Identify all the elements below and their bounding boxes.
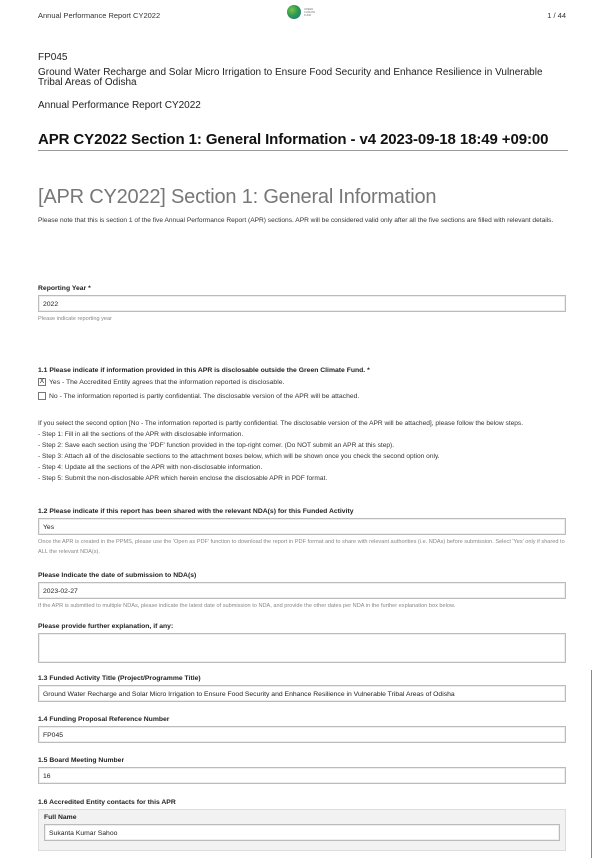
explanation-textarea[interactable] [38,633,566,663]
explanation-label: Please provide further explanation, if any: [38,623,174,630]
activity-title-input[interactable]: Ground Water Recharge and Solar Micro Irrigation to Ensure Food Security and Enhance Resilience in Vulnerable Tribal Areas of Odisha [38,685,566,702]
steps-intro: If you select the second option [No - The information reported is partly confidential. The disclosable version of the APR will be attached], please follow the below steps. [38,420,524,427]
project-title: Ground Water Recharge and Solar Micro Irrigation to Ensure Food Security and Enhance Resilience in Vulnerable Tribal Areas of Odisha [38,67,543,88]
full-name-input[interactable]: Sukanta Kumar Sahoo [44,824,560,841]
checkbox-checked[interactable]: X [39,378,45,385]
nda-shared-label: 1.2 Please indicate if this report has been shared with the relevant NDA(s) for this Funded Activity [38,508,354,515]
full-name-label: Full Name [44,814,77,821]
page-indicator: 1 / 44 [547,11,566,20]
header-report-title: Annual Performance Report CY2022 [38,11,161,20]
board-meeting-label: 1.5 Board Meeting Number [38,757,125,764]
fp-code: FP045 [38,52,68,63]
reporting-year-input[interactable]: 2022 [38,295,566,312]
disclosure-option-yes[interactable] [38,376,566,388]
explanation-field [38,623,566,663]
nda-date-hint: If the APR is submitted to multiple NDAs, please indicate the latest date of submission to NDA, and provide the other dates per NDA in the further explanation box below. [38,603,456,609]
contacts-label: 1.6 Accredited Entity contacts for this APR [38,799,176,806]
fp-reference-input[interactable]: FP045 [38,726,566,743]
page-edge-rule [591,670,592,858]
nda-date-field [38,572,566,612]
step-item: - Step 4: Update all the sections of the APR with non-disclosable information. [38,464,263,471]
gcf-logo [287,5,318,19]
disclosure-option-no[interactable] [38,390,566,402]
disclosure-field [38,367,566,402]
fp-reference-label: 1.4 Funding Proposal Reference Number [38,716,170,723]
checkbox-unchecked[interactable] [38,392,46,400]
step-item: - Step 2: Save each section using the 'PDF' function provided in the top-right corner. (Do NOT submit an APR at this step). [38,442,395,449]
logo-text: GREEN CLIMATE FUND [304,7,316,17]
reporting-year-label: Reporting Year * [38,285,91,292]
disclosure-label: 1.1 Please indicate if information provided in this APR is disclosable outside the Green Climate Fund. * [38,367,370,374]
reporting-year-field [38,285,566,325]
version-title: APR CY2022 Section 1: General Information - v4 2023-09-18 18:49 +09:00 [38,131,568,151]
step-item: - Step 1: Fill in all the sections of the APR with disclosable information. [38,431,244,438]
document-meta [38,52,568,111]
globe-logo-icon [287,5,301,19]
disclosure-option-no-label: No - The information reported is partly confidential. The disclosable version of the APR will be attached. [49,392,360,400]
page-header [0,0,604,32]
disclosure-steps [38,418,568,484]
nda-date-input[interactable]: 2023-02-27 [38,582,566,599]
activity-title-field [38,675,566,702]
contacts-box [38,809,566,851]
board-meeting-input[interactable]: 16 [38,767,566,784]
reporting-year-hint: Please indicate reporting year [38,316,113,322]
report-name: Annual Performance Report CY2022 [38,100,201,111]
step-item: - Step 3: Attach all of the disclosable sections to the attachment boxes below, which will be shown once you check the second option only. [38,453,440,460]
activity-title-label: 1.3 Funded Activity Title (Project/Programme Title) [38,675,201,682]
board-meeting-field [38,757,566,784]
step-item: - Step 5: Submit the non-disclosable APR which herein enclose the disclosable APR in PDF format. [38,475,328,482]
fp-reference-field [38,716,566,743]
disclosure-option-yes-label: Yes - The Accredited Entity agrees that the information reported is disclosable. [49,378,285,386]
nda-shared-field [38,508,566,557]
section-title: [APR CY2022] Section 1: General Information [38,186,437,208]
contacts-field [38,799,566,851]
nda-shared-hint: Once the APR is created in the PPMS, please use the 'Open as PDF' function to download the report in PDF format and to share with relevant authorities (i.e. NDAs) before submission. Select 'Yes' only if shared to ALL the relevant NDA(s). [38,539,565,555]
section-intro: Please note that this is section 1 of the five Annual Performance Report (APR) sections. APR will be considered valid only after all the five sections are filled with relevant details. [38,217,554,224]
nda-date-label: Please Indicate the date of submission to NDA(s) [38,572,197,579]
nda-shared-select[interactable]: Yes [38,518,566,535]
